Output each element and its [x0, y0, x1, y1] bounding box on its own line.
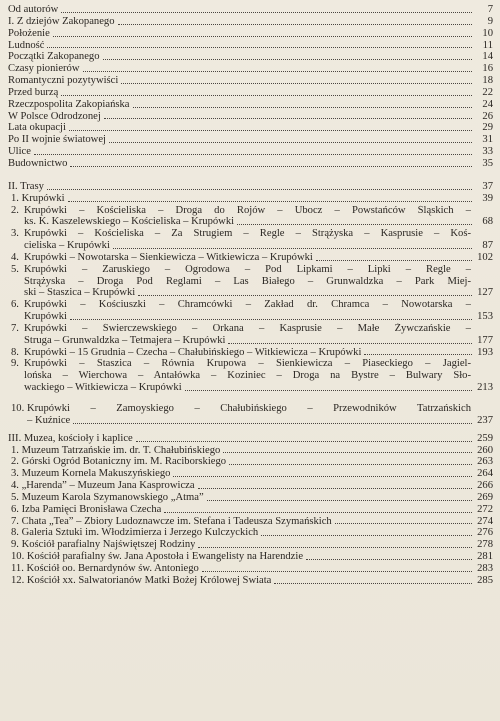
toc-entry	[8, 299, 493, 323]
toc-entry-title: 11. Kościół oo. Bernardynów św. Antoniego	[11, 562, 199, 574]
toc-page-number: 264	[477, 468, 493, 480]
toc-entry-line	[24, 240, 493, 252]
toc-entry-title: ski – Staszica – Krupówki	[24, 287, 136, 299]
toc-page-number: 260	[477, 444, 493, 456]
toc-page-number: 37	[482, 180, 493, 192]
toc-entry	[8, 122, 493, 134]
toc-entry-title: 12. Kościół xx. Salwatorianów Matki Bożej Królowej Świata	[11, 574, 272, 586]
dot-leader	[47, 188, 472, 190]
toc-entry-title: lońska – Wierchowa – Antałówka – Koziniec – Droga na Bystre – Bulwary Sło-	[24, 370, 471, 382]
toc-entry	[8, 323, 493, 347]
dot-leader	[61, 94, 472, 96]
toc-entry	[8, 63, 493, 75]
toc-page-number: 269	[477, 491, 493, 503]
dot-leader	[47, 46, 472, 48]
toc-entry	[8, 527, 493, 539]
dot-leader	[133, 106, 473, 108]
dot-leader	[202, 570, 472, 572]
toc-page-number: 26	[482, 110, 493, 122]
toc-entry-number: 6.	[11, 299, 19, 311]
dot-leader	[229, 463, 472, 465]
toc-entry-title: Krupówki – Kościeliska – Droga do Rojów – Ubocz – Powstańców Śląskich –	[24, 204, 471, 216]
toc-page-number: 35	[482, 157, 493, 169]
toc-entry	[8, 205, 493, 229]
dot-leader	[223, 451, 472, 453]
toc-entry-line	[24, 264, 493, 276]
toc-page-number: 31	[482, 134, 493, 146]
toc-entry	[8, 146, 493, 158]
dot-leader	[173, 475, 472, 477]
toc-entry	[8, 433, 493, 445]
dot-leader	[164, 511, 472, 513]
toc-entry	[8, 264, 493, 300]
toc-entry-title: 7. Chata „Tea” – Zbiory Ludoznawcze im. Stefana i Tadeusza Szymańskich	[11, 515, 332, 527]
toc-entry-title: Krupówki – Zaruskiego – Ogrodowa – Pod Lipkami – Lipki – Regle –	[24, 263, 471, 275]
toc-entry	[8, 551, 493, 563]
toc-entry-line	[24, 299, 493, 311]
toc-page-number: 278	[477, 539, 493, 551]
dot-leader	[70, 165, 472, 167]
toc-entry	[8, 40, 493, 52]
toc-entry-title: Krupówki – Kościuszki – Chramcówki – Zakład dr. Chramca – Nowotarska –	[24, 299, 471, 311]
toc-entry	[8, 28, 493, 40]
toc-entry-title: 6. Izba Pamięci Bronisława Czecha	[11, 503, 162, 515]
toc-entry-line	[24, 347, 493, 359]
toc-entry-line	[24, 358, 493, 370]
toc-entry-title: Krupówki – Nowotarska – Sienkiewicza – Witkiewicza – Krupówki	[24, 251, 313, 263]
toc-entry	[8, 575, 493, 587]
toc-part-routes	[8, 205, 493, 427]
dot-leader	[198, 546, 472, 548]
dot-leader	[113, 247, 472, 249]
dot-leader	[83, 70, 473, 72]
toc-page-number: 39	[482, 192, 493, 204]
toc-entry-line	[24, 370, 493, 382]
toc-entry-body	[24, 358, 493, 394]
toc-entry-title: Romantyczni pozytywiści	[8, 75, 119, 87]
toc-entry-body	[24, 252, 493, 264]
toc-entry-title: Czasy pionierów	[8, 63, 80, 75]
toc-entry	[8, 158, 493, 170]
toc-entry-number: 3.	[11, 228, 19, 240]
dot-leader	[364, 353, 472, 355]
toc-entry	[8, 99, 493, 111]
toc-page-number: 29	[482, 122, 493, 134]
toc-entry-title: Lata okupacji	[8, 122, 66, 134]
dot-leader	[73, 422, 472, 424]
toc-entry-title: Strążyska – Droga Pod Reglami – Las Białego – Grunwaldzka – Park Miej-	[24, 275, 471, 287]
toc-entry	[8, 228, 493, 252]
toc-entry-title: 1. Muzeum Tatrzańskie im. dr. T. Chałubińskiego	[11, 444, 221, 456]
toc-entry-number: 7.	[11, 322, 19, 334]
toc-entry-title: 5. Muzeum Karola Szymanowskiego „Atma”	[11, 491, 204, 503]
toc-page-number: 14	[482, 51, 493, 63]
dot-leader	[70, 318, 472, 320]
dot-leader	[306, 558, 472, 560]
toc-entry-title: Po II wojnie światowej	[8, 134, 106, 146]
toc-entry-number: 8.	[11, 346, 19, 358]
toc-entry	[8, 480, 493, 492]
dot-leader	[118, 23, 473, 25]
toc-entry-title: I. Z dziejów Zakopanego	[8, 15, 115, 27]
toc-entry-number: 5.	[11, 263, 19, 275]
dot-leader	[61, 11, 472, 13]
dot-leader	[274, 582, 472, 584]
toc-entry-number: 4.	[11, 251, 19, 263]
dot-leader	[237, 223, 472, 225]
toc-entry	[8, 111, 493, 123]
toc-entry-body	[27, 403, 493, 427]
toc-page-number: 7	[487, 4, 493, 15]
toc-entry-title: Krupówki	[24, 311, 67, 323]
toc-part-museums	[8, 433, 493, 587]
dot-leader	[109, 141, 472, 143]
toc-entry	[8, 4, 493, 16]
toc-entry-line	[24, 228, 493, 240]
toc-entry-body	[24, 228, 493, 252]
dot-leader	[335, 522, 472, 524]
toc-page-number: 213	[477, 382, 493, 394]
toc-entry-title: Położenie	[8, 27, 50, 39]
toc-page-number: 16	[482, 63, 493, 75]
toc-page-number: 266	[477, 480, 493, 492]
toc-page-number: 193	[477, 346, 493, 358]
toc-entry	[8, 252, 493, 264]
toc-page-number: 274	[477, 515, 493, 527]
toc-entry	[8, 358, 493, 394]
toc-entry-title: Struga – Grunwaldzka – Tetmajera – Krupówki	[24, 334, 226, 346]
toc-entry	[8, 51, 493, 63]
toc-entry	[8, 468, 493, 480]
toc-entry-title: Ludność	[8, 39, 45, 51]
dot-leader	[185, 389, 472, 391]
toc-page-number: 285	[477, 574, 493, 586]
toc-page-number: 127	[477, 287, 493, 299]
toc-entry-title: Od autorów	[8, 4, 59, 15]
toc-entry-body	[24, 264, 493, 300]
toc-entry-title: Ulice	[8, 146, 31, 158]
toc-entry-line	[24, 276, 493, 288]
dot-leader	[136, 440, 472, 442]
toc-entry-number: 2.	[11, 204, 19, 216]
toc-entry	[8, 516, 493, 528]
toc-page-number: 177	[477, 334, 493, 346]
toc-entry	[8, 539, 493, 551]
toc-entry-title: 9. Kościół parafialny Najświętszej Rodziny	[11, 539, 196, 551]
toc-entry-title: ks. K. Kaszelewskiego – Kościeliska – Krupówki	[24, 216, 235, 228]
toc-page-number: 276	[477, 527, 493, 539]
toc-entry-title: III. Muzea, kościoły i kaplice	[8, 432, 133, 444]
dot-leader	[207, 499, 472, 501]
toc-entry	[8, 456, 493, 468]
toc-entry	[8, 193, 493, 205]
toc-entry	[8, 445, 493, 457]
toc-entry-title: wackiego – Witkiewicza – Krupówki	[24, 382, 182, 394]
toc-entry-title: Przed burzą	[8, 86, 59, 98]
dot-leader	[261, 534, 472, 536]
toc-page-number: 281	[477, 551, 493, 563]
toc-entry-number: 10.	[11, 403, 25, 414]
toc-page-number: 259	[477, 432, 493, 444]
toc-entry-title: 10. Kościół parafialny św. Jana Apostoła i Ewangelisty na Harendzie	[11, 551, 304, 563]
toc-entry-line	[24, 216, 493, 228]
toc-entry-line	[27, 403, 493, 415]
dot-leader	[103, 58, 473, 60]
toc-entry-body	[24, 347, 493, 359]
dot-leader	[69, 129, 472, 131]
dot-leader	[228, 342, 472, 344]
toc-page-number: 22	[482, 86, 493, 98]
toc-entry-title: cieliska – Krupówki	[24, 240, 110, 252]
toc-page-number: 10	[482, 27, 493, 39]
toc-entry-line	[24, 382, 493, 394]
toc-entry-line	[24, 205, 493, 217]
dot-leader	[68, 200, 472, 202]
toc-entry	[8, 563, 493, 575]
toc-page-number: 87	[482, 240, 493, 252]
toc-entry-title: – Kuźnice	[27, 414, 71, 426]
toc-entry-line	[24, 311, 493, 323]
toc-entry-line	[27, 415, 493, 427]
toc-entry-number: 9.	[11, 358, 19, 370]
toc-entry-title: 1. Krupówki	[11, 192, 65, 204]
entry-gap	[8, 394, 493, 403]
toc-entry-title: II. Trasy	[8, 180, 44, 192]
toc-entry	[8, 504, 493, 516]
toc-entry	[8, 492, 493, 504]
toc-entry	[8, 16, 493, 28]
toc-entry	[8, 134, 493, 146]
toc-entry-title: W Polsce Odrodzonej	[8, 110, 101, 122]
toc-entry-body	[24, 323, 493, 347]
toc-entry-body	[24, 299, 493, 323]
dot-leader	[198, 487, 472, 489]
toc-entry-title: Krupówki – Kościeliska – Za Strugiem – Regle – Strążyska – Kasprusie – Koś-	[24, 228, 471, 240]
toc-page-number: 153	[477, 311, 493, 323]
toc-entry-title: Krupówki – Świerczewskiego – Orkana – Kasprusie – Małe Żywczańskie –	[24, 322, 471, 334]
toc-entry-line	[24, 323, 493, 335]
toc-page-number: 68	[482, 216, 493, 228]
toc-part-history	[8, 4, 493, 170]
toc-entry	[8, 75, 493, 87]
section-gap	[8, 170, 493, 181]
dot-leader	[53, 35, 472, 37]
toc-entry-title: 3. Muzeum Kornela Makuszyńskiego	[11, 468, 171, 480]
toc-entry-line	[24, 287, 493, 299]
toc-page-number: 102	[477, 251, 493, 263]
toc-entry	[8, 347, 493, 359]
toc-page-number: 11	[482, 39, 493, 51]
toc-entry-line	[24, 252, 493, 264]
toc-page-number: 237	[477, 414, 493, 426]
dot-leader	[138, 294, 472, 296]
dot-leader	[34, 153, 472, 155]
toc-page-number: 9	[487, 15, 493, 27]
toc-entry-title: Krupówki – Zamoyskiego – Chałubińskiego – Przewodników Tatrzańskich	[27, 403, 471, 414]
toc-entry	[8, 87, 493, 99]
toc-page-number: 18	[482, 75, 493, 87]
toc-entry-title: Krupówki – 15 Grudnia – Czecha – Chałubińskiego – Witkiewicza – Krupówki	[24, 346, 362, 358]
toc-entry-title: Początki Zakopanego	[8, 51, 100, 63]
toc-page-number: 33	[482, 146, 493, 158]
toc-entry-title: Budownictwo	[8, 157, 68, 169]
toc-entry-title: 4. „Harenda” – Muzeum Jana Kasprowicza	[11, 480, 195, 492]
toc-page-number: 283	[477, 562, 493, 574]
toc-entry-line	[24, 335, 493, 347]
dot-leader	[316, 259, 472, 261]
toc-entry-title: 2. Górski Ogród Botaniczny im. M. Raciborskiego	[11, 456, 227, 468]
toc-entry-title: Krupówki – Staszica – Równia Krupowa – Sienkiewicza – Piaseckiego – Jagiel-	[24, 358, 471, 370]
toc-page-number: 24	[482, 98, 493, 110]
dot-leader	[121, 82, 472, 84]
toc-page-number: 263	[477, 456, 493, 468]
toc-entry	[8, 403, 493, 427]
toc-entry-title: Rzeczpospolita Zakopiańska	[8, 98, 130, 110]
toc-entry	[8, 181, 493, 193]
dot-leader	[104, 117, 472, 119]
toc-entry-title: 8. Galeria Sztuki im. Włodzimierza i Jerzego Kulczyckich	[11, 527, 259, 539]
toc-entry-body	[24, 205, 493, 229]
toc-page-number: 272	[477, 503, 493, 515]
